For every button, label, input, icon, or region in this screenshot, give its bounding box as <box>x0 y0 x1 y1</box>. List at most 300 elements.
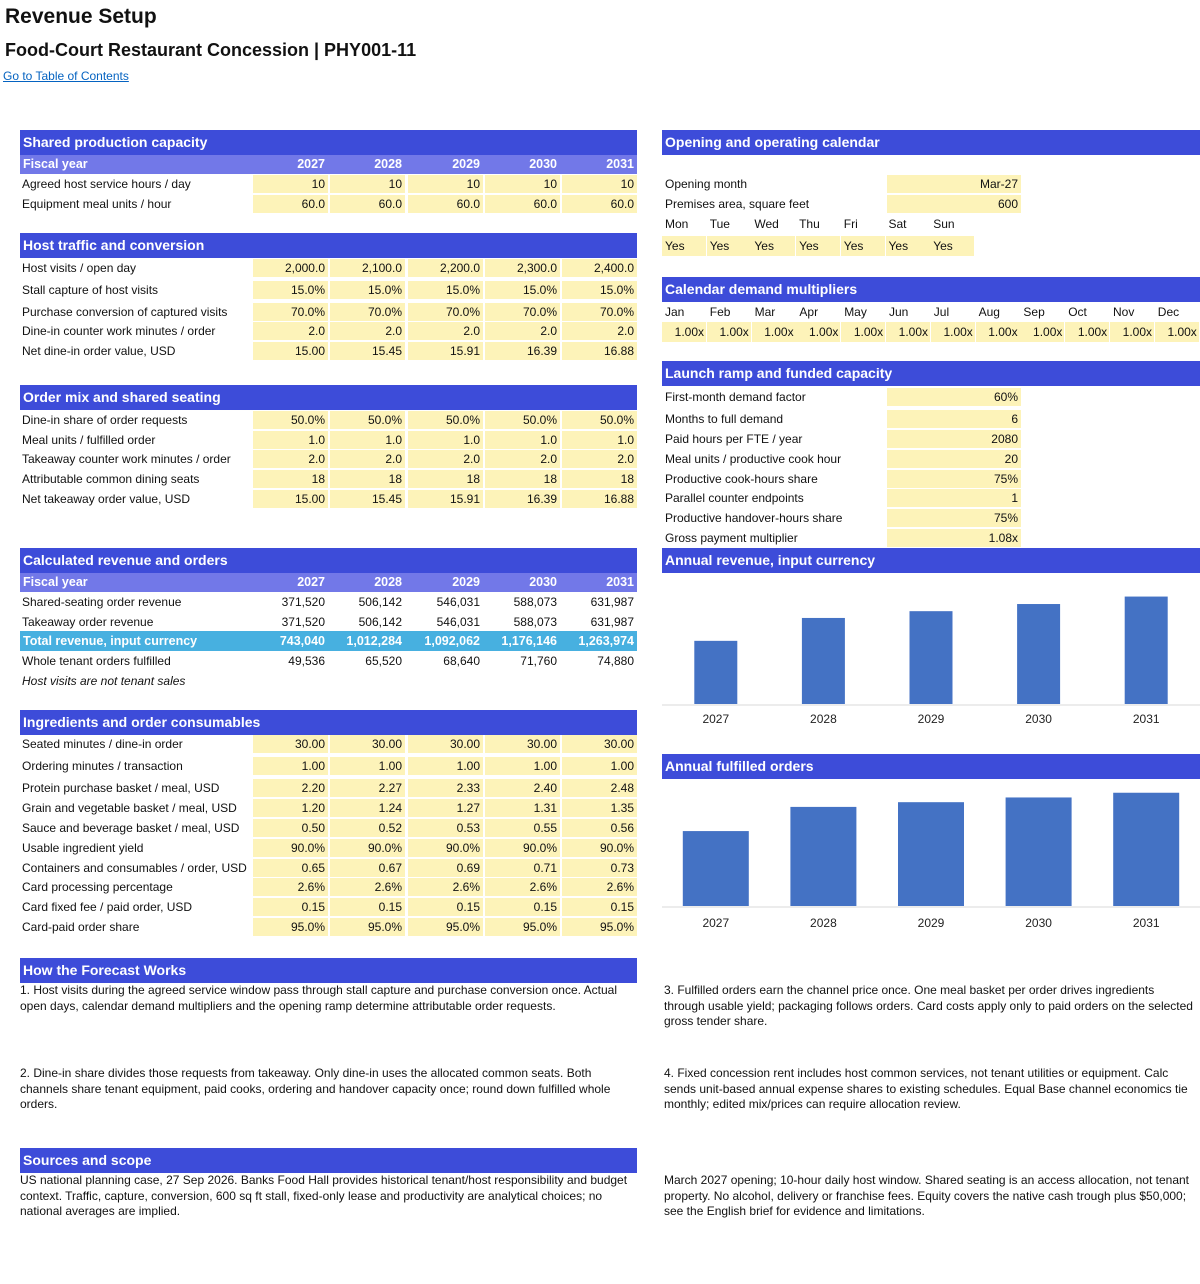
input-cell[interactable]: 2.6% <box>330 878 405 896</box>
value-cell: 506,142 <box>358 595 402 609</box>
year-header-cell: 2029 <box>452 157 480 171</box>
ramp-row <box>662 409 1022 429</box>
input-cell[interactable]: 15.0% <box>485 281 560 299</box>
input-cell[interactable]: 0.53 <box>408 819 483 837</box>
input-cell[interactable]: 0.73 <box>562 859 637 877</box>
table-row <box>20 489 637 509</box>
input-cell[interactable]: 18 <box>485 470 560 488</box>
x-tick-label: 2027 <box>702 916 730 930</box>
input-cell[interactable]: 95.0% <box>485 918 560 936</box>
row-label: Card-paid order share <box>22 920 140 934</box>
table-row <box>20 858 637 878</box>
ingredients-header: Ingredients and order consumables <box>20 710 637 735</box>
row-label: Agreed host service hours / day <box>22 177 191 191</box>
year-header-cell: 2027 <box>297 575 325 589</box>
ramp-row <box>662 429 1022 449</box>
day-open-cell[interactable]: Yes <box>796 236 840 256</box>
row-label: Meal units / productive cook hour <box>665 452 842 466</box>
calendar-row <box>662 174 1022 194</box>
row-label: Dine-in counter work minutes / order <box>22 324 216 338</box>
x-tick-label: 2031 <box>1132 712 1160 726</box>
calculated-year-row <box>20 573 637 592</box>
input-cell[interactable]: 2.0 <box>485 322 560 340</box>
day-open-cell[interactable]: Yes <box>751 236 795 256</box>
input-cell[interactable]: 0.15 <box>562 898 637 916</box>
row-label: Shared-seating order revenue <box>22 595 182 609</box>
input-cell[interactable]: 1.00 <box>408 757 483 775</box>
row-label: Parallel counter endpoints <box>665 491 804 505</box>
input-cell[interactable]: 10 <box>485 175 560 193</box>
day-label: Fri <box>843 217 858 231</box>
input-cell[interactable]: 2,400.0 <box>562 259 637 277</box>
toc-link[interactable]: Go to Table of Contents <box>3 69 129 83</box>
x-tick-label: 2028 <box>810 916 837 930</box>
input-cell[interactable]: 10 <box>330 175 405 193</box>
input-cell[interactable]: 2.0 <box>330 322 405 340</box>
month-label: Jul <box>933 305 950 319</box>
multiplier-cell[interactable]: 1.00x <box>886 322 930 342</box>
month-label: Jan <box>665 305 685 319</box>
input-cell[interactable]: 2,100.0 <box>330 259 405 277</box>
value-cell: 371,520 <box>281 595 325 609</box>
x-tick-label: 2028 <box>810 712 837 726</box>
input-cell[interactable]: 50.0% <box>253 411 328 429</box>
month-label: Sep <box>1023 305 1045 319</box>
day-label: Sat <box>888 217 907 231</box>
input-cell[interactable]: 60.0 <box>562 195 637 213</box>
row-label: Opening month <box>665 177 748 191</box>
month-label: Feb <box>709 305 731 319</box>
input-cell[interactable]: 30.00 <box>330 735 405 753</box>
day-label: Thu <box>799 217 820 231</box>
multiplier-cell[interactable]: 1.00x <box>1155 322 1199 342</box>
shared-capacity-year-row <box>20 155 637 174</box>
input-cell[interactable]: 0.52 <box>330 819 405 837</box>
input-cell[interactable]: 70.0% <box>253 303 328 321</box>
day-open-cell[interactable]: Yes <box>841 236 885 256</box>
x-tick-label: 2030 <box>1025 916 1052 930</box>
chart-bar <box>910 611 953 704</box>
input-cell[interactable]: 2,300.0 <box>485 259 560 277</box>
total-value: 1,263,974 <box>578 634 634 648</box>
value-cell: 631,987 <box>590 615 634 629</box>
day-label: Wed <box>754 217 779 231</box>
year-header-cell: 2028 <box>374 575 402 589</box>
input-cell[interactable]: 2.48 <box>562 779 637 797</box>
table-row <box>20 341 637 361</box>
input-cell[interactable]: 1.0 <box>562 431 637 449</box>
multiplier-cell[interactable]: 1.00x <box>931 322 975 342</box>
day-label: Sun <box>933 217 955 231</box>
chart-bar <box>1113 793 1179 906</box>
input-cell[interactable]: 15.45 <box>330 342 405 360</box>
input-cell[interactable]: 2080 <box>887 430 1021 448</box>
input-cell[interactable]: 1.00 <box>562 757 637 775</box>
x-tick-label: 2029 <box>917 916 945 930</box>
row-label: Card fixed fee / paid order, USD <box>22 900 193 914</box>
value-cell: 631,987 <box>590 595 634 609</box>
input-cell[interactable]: 95.0% <box>253 918 328 936</box>
chart-bar <box>1125 597 1168 704</box>
row-label: Takeaway order revenue <box>22 615 154 629</box>
sources-note-1: US national planning case, 27 Sep 2026. Banks Food Hall provides historical tenant/host responsibility and budget context. Traffic, capture, conversion, 600 sq ft stall, fixed-only lease and productivity are analytical choices; no national averages are implied. <box>20 1173 628 1218</box>
value-cell: 74,880 <box>597 654 634 668</box>
input-cell[interactable]: 2,000.0 <box>253 259 328 277</box>
input-cell[interactable]: 2.0 <box>253 322 328 340</box>
input-cell[interactable]: 2.27 <box>330 779 405 797</box>
input-cell[interactable]: 2.6% <box>562 878 637 896</box>
table-row <box>20 877 637 897</box>
input-cell[interactable]: 1.24 <box>330 799 405 817</box>
input-cell[interactable]: 90.0% <box>330 839 405 857</box>
input-cell[interactable]: 1.0 <box>330 431 405 449</box>
row-label: Purchase conversion of captured visits <box>22 305 228 319</box>
input-cell[interactable]: 60.0 <box>408 195 483 213</box>
day-open-cell[interactable]: Yes <box>707 236 751 256</box>
ramp-row <box>662 387 1022 407</box>
row-label: Equipment meal units / hour <box>22 197 172 211</box>
row-label: Card processing percentage <box>22 880 173 894</box>
input-cell[interactable]: 15.45 <box>330 490 405 508</box>
input-cell[interactable]: 15.00 <box>253 490 328 508</box>
chart-bar <box>790 807 856 906</box>
row-label: Net takeaway order value, USD <box>22 491 191 506</box>
x-tick-label: 2030 <box>1025 712 1052 726</box>
input-cell[interactable]: 15.00 <box>253 342 328 360</box>
page-title: Revenue Setup <box>5 5 157 28</box>
input-cell[interactable]: 15.91 <box>408 490 483 508</box>
ramp-row <box>662 449 1022 469</box>
input-cell[interactable]: 75% <box>887 509 1021 527</box>
input-cell[interactable]: 10 <box>562 175 637 193</box>
input-cell[interactable]: 1.0 <box>253 431 328 449</box>
input-cell[interactable]: 30.00 <box>253 735 328 753</box>
day-open-cell[interactable]: Yes <box>886 236 930 256</box>
input-cell[interactable]: 6 <box>887 410 1021 428</box>
row-label: Stall capture of host visits <box>22 283 159 297</box>
multipliers-header: Calendar demand multipliers <box>662 277 1200 302</box>
table-row <box>20 756 637 776</box>
input-cell[interactable]: 2.6% <box>485 878 560 896</box>
year-header-cell: 2028 <box>374 157 402 171</box>
value-cell: 546,031 <box>436 595 480 609</box>
day-open-cell[interactable]: Yes <box>930 236 974 256</box>
x-tick-label: 2027 <box>702 712 730 726</box>
multiplier-cell[interactable]: 1.00x <box>1065 322 1109 342</box>
input-cell[interactable]: 18 <box>408 470 483 488</box>
multiplier-cell[interactable]: 1.00x <box>1110 322 1154 342</box>
row-label: Gross payment multiplier <box>665 531 798 545</box>
input-cell[interactable]: 1.00 <box>330 757 405 775</box>
input-cell[interactable]: 0.55 <box>485 819 560 837</box>
month-label: May <box>844 305 867 319</box>
row-label: Containers and consumables / order, USD <box>22 861 247 875</box>
input-cell[interactable]: 2,200.0 <box>408 259 483 277</box>
value-cell: 588,073 <box>513 595 557 609</box>
sources-header: Sources and scope <box>20 1148 637 1173</box>
input-cell[interactable]: 60% <box>887 388 1021 406</box>
month-label: Mar <box>754 305 776 319</box>
input-cell[interactable]: 95.0% <box>408 918 483 936</box>
chart-bar <box>1017 604 1060 704</box>
forecast-note-4: 4. Fixed concession rent includes host common services, not tenant utilities or equipment. Calc sends unit-based annual expense shares to existing schedules. Equal Base channel economics tie monthly; edited mix/prices can require allocation review. <box>664 1066 1188 1111</box>
table-row <box>20 302 637 322</box>
input-cell[interactable]: 95.0% <box>330 918 405 936</box>
row-label: Meal units / fulfilled order <box>22 432 156 447</box>
input-cell[interactable]: 18 <box>253 470 328 488</box>
multiplier-cell[interactable]: 1.00x <box>841 322 885 342</box>
input-cell[interactable]: 2.40 <box>485 779 560 797</box>
table-row <box>20 194 637 214</box>
input-cell[interactable]: 90.0% <box>485 839 560 857</box>
multiplier-cell[interactable]: 1.00x <box>707 322 751 342</box>
input-cell[interactable]: 30.00 <box>485 735 560 753</box>
month-label: Aug <box>978 305 1000 319</box>
ramp-header: Launch ramp and funded capacity <box>662 361 1200 386</box>
fiscal-year-label: Fiscal year <box>23 157 88 171</box>
row-label: Whole tenant orders fulfilled <box>22 654 171 668</box>
input-cell[interactable]: 16.39 <box>485 490 560 508</box>
table-row <box>20 410 637 430</box>
row-label: Grain and vegetable basket / meal, USD <box>22 801 237 815</box>
table-row <box>20 612 637 632</box>
input-cell[interactable]: 1.00 <box>253 757 328 775</box>
calendar-row <box>662 194 1022 214</box>
multiplier-cell[interactable]: 1.00x <box>976 322 1020 342</box>
input-cell[interactable]: 0.15 <box>330 898 405 916</box>
multiplier-cell[interactable]: 1.00x <box>662 322 706 342</box>
row-label: Seated minutes / dine-in order <box>22 737 183 751</box>
value-cell: 68,640 <box>443 654 480 668</box>
year-header-cell: 2027 <box>297 157 325 171</box>
table-row <box>20 798 637 818</box>
total-value: 1,176,146 <box>501 634 557 648</box>
table-row <box>20 778 637 798</box>
input-cell[interactable]: 16.88 <box>562 490 637 508</box>
input-cell[interactable]: 0.15 <box>408 898 483 916</box>
row-label: Net dine-in order value, USD <box>22 344 176 358</box>
value-cell: 588,073 <box>513 615 557 629</box>
value-cell: 546,031 <box>436 615 480 629</box>
value-cell: 506,142 <box>358 615 402 629</box>
row-label: Takeaway counter work minutes / order <box>22 452 231 467</box>
day-open-cell[interactable]: Yes <box>662 236 706 256</box>
input-cell[interactable]: 0.71 <box>485 859 560 877</box>
input-cell[interactable]: 2.20 <box>253 779 328 797</box>
table-row <box>20 651 637 671</box>
total-value: 1,092,062 <box>424 634 480 648</box>
input-cell[interactable]: 1.0 <box>408 431 483 449</box>
table-row <box>20 469 637 489</box>
chart-bar <box>683 831 749 906</box>
input-cell[interactable]: 2.0 <box>408 322 483 340</box>
row-label: Sauce and beverage basket / meal, USD <box>22 821 240 835</box>
multiplier-cell[interactable]: 1.00x <box>752 322 796 342</box>
input-cell[interactable]: 1.00 <box>485 757 560 775</box>
forecast-note-1: 1. Host visits during the agreed service window pass through stall capture and purchase conversion once. Actual open days, calendar demand multipliers and the opening ramp determine attributable order requests. <box>20 983 617 1013</box>
input-cell[interactable]: 2.0 <box>562 322 637 340</box>
input-cell[interactable]: 0.50 <box>253 819 328 837</box>
bar-chart-1 <box>662 785 1200 947</box>
input-cell[interactable]: 0.56 <box>562 819 637 837</box>
input-cell[interactable]: 2.0 <box>562 450 637 468</box>
input-cell[interactable]: 0.65 <box>253 859 328 877</box>
calc-note: Host visits are not tenant sales <box>22 674 186 688</box>
chart-header-0: Annual revenue, input currency <box>662 548 1200 573</box>
input-cell[interactable]: 0.67 <box>330 859 405 877</box>
input-cell[interactable]: 60.0 <box>485 195 560 213</box>
input-cell[interactable]: 50.0% <box>485 411 560 429</box>
input-cell[interactable]: 1.31 <box>485 799 560 817</box>
input-cell[interactable]: 2.6% <box>408 878 483 896</box>
input-cell[interactable]: 16.88 <box>562 342 637 360</box>
input-cell[interactable]: 90.0% <box>562 839 637 857</box>
table-row <box>20 592 637 612</box>
row-label: Host visits / open day <box>22 261 137 275</box>
input-cell[interactable]: 95.0% <box>562 918 637 936</box>
row-label: Attributable common dining seats <box>22 472 200 487</box>
month-label: Jun <box>889 305 909 319</box>
input-cell[interactable]: 18 <box>562 470 637 488</box>
shared-capacity-header: Shared production capacity <box>20 130 637 155</box>
input-cell[interactable]: 16.39 <box>485 342 560 360</box>
month-label: Dec <box>1157 305 1180 319</box>
input-cell[interactable]: 50.0% <box>562 411 637 429</box>
value-cell: 371,520 <box>281 615 325 629</box>
month-label: Oct <box>1068 305 1087 319</box>
x-tick-label: 2029 <box>917 712 945 726</box>
input-cell[interactable]: 50.0% <box>408 411 483 429</box>
total-value: 1,012,284 <box>346 634 402 648</box>
value-cell: 65,520 <box>365 654 402 668</box>
page-subtitle: Food-Court Restaurant Concession | PHY001-11 <box>5 40 417 60</box>
input-cell[interactable]: 1 <box>887 489 1021 507</box>
input-cell[interactable]: Mar-27 <box>887 175 1021 193</box>
table-row <box>20 430 637 450</box>
year-header-cell: 2031 <box>606 575 634 589</box>
table-row <box>20 917 637 937</box>
table-row <box>20 174 637 194</box>
row-label: Protein purchase basket / meal, USD <box>22 781 220 795</box>
input-cell[interactable]: 70.0% <box>485 303 560 321</box>
month-label: Nov <box>1113 305 1135 319</box>
multiplier-cell[interactable]: 1.00x <box>1020 322 1064 342</box>
calculated-header: Calculated revenue and orders <box>20 548 637 573</box>
table-row <box>20 321 637 341</box>
forecast-header: How the Forecast Works <box>20 958 637 983</box>
row-label: Productive cook-hours share <box>665 472 818 486</box>
x-tick-label: 2031 <box>1132 916 1160 930</box>
row-label: Total revenue, input currency <box>23 634 198 648</box>
input-cell[interactable]: 15.0% <box>253 281 328 299</box>
sources-note-2: March 2027 opening; 10-hour daily host window. Shared seating is an access allocation, not tenant property. No alcohol, delivery or franchise fees. Equity covers the native cash trough plus $50,000; see the English brief for evidence and limitations. <box>664 1173 1189 1218</box>
input-cell[interactable]: 2.0 <box>253 450 328 468</box>
forecast-note-2: 2. Dine-in share divides those requests from takeaway. Only dine-in uses the allocated common seats. Both channels share tenant equipment, paid cooks, ordering and handover capacity once; round down fulfilled whole orders. <box>20 1066 611 1111</box>
input-cell[interactable]: 1.20 <box>253 799 328 817</box>
year-header-cell: 2029 <box>452 575 480 589</box>
input-cell[interactable]: 1.27 <box>408 799 483 817</box>
ramp-row <box>662 508 1022 528</box>
bar-chart-0 <box>662 585 1200 743</box>
row-label: Productive handover-hours share <box>665 511 843 525</box>
input-cell[interactable]: 0.15 <box>253 898 328 916</box>
input-cell[interactable]: 0.69 <box>408 859 483 877</box>
value-cell: 71,760 <box>520 654 557 668</box>
day-label: Tue <box>709 217 730 231</box>
input-cell[interactable]: 2.0 <box>485 450 560 468</box>
table-row <box>20 734 637 754</box>
year-header-cell: 2030 <box>529 575 557 589</box>
multiplier-cell[interactable]: 1.00x <box>796 322 840 342</box>
table-row <box>20 258 637 278</box>
row-label: Usable ingredient yield <box>22 841 144 855</box>
row-label: Premises area, square feet <box>665 197 810 211</box>
row-label: Paid hours per FTE / year <box>665 432 803 446</box>
input-cell[interactable]: 10 <box>408 175 483 193</box>
input-cell[interactable]: 60.0 <box>253 195 328 213</box>
input-cell[interactable]: 20 <box>887 450 1021 468</box>
total-revenue-row <box>20 631 637 651</box>
input-cell[interactable]: 1.0 <box>485 431 560 449</box>
input-cell[interactable]: 70.0% <box>408 303 483 321</box>
year-header-cell: 2030 <box>529 157 557 171</box>
input-cell[interactable]: 70.0% <box>330 303 405 321</box>
input-cell[interactable]: 1.35 <box>562 799 637 817</box>
input-cell[interactable]: 15.91 <box>408 342 483 360</box>
table-row <box>20 818 637 838</box>
input-cell[interactable]: 30.00 <box>562 735 637 753</box>
input-cell[interactable]: 1.08x <box>887 529 1021 547</box>
input-cell[interactable]: 2.6% <box>253 878 328 896</box>
input-cell[interactable]: 600 <box>887 195 1021 213</box>
day-label: Mon <box>665 217 689 231</box>
input-cell[interactable]: 70.0% <box>562 303 637 321</box>
input-cell[interactable]: 90.0% <box>408 839 483 857</box>
input-cell[interactable]: 2.0 <box>408 450 483 468</box>
input-cell[interactable]: 2.0 <box>330 450 405 468</box>
row-label: First-month demand factor <box>665 390 806 404</box>
ramp-row <box>662 488 1022 508</box>
value-cell: 49,536 <box>288 654 325 668</box>
chart-bar <box>802 618 845 704</box>
input-cell[interactable]: 15.0% <box>408 281 483 299</box>
year-header-cell: 2031 <box>606 157 634 171</box>
input-cell[interactable]: 50.0% <box>330 411 405 429</box>
input-cell[interactable]: 10 <box>253 175 328 193</box>
fiscal-year-label: Fiscal year <box>23 575 88 589</box>
calendar-header: Opening and operating calendar <box>662 130 1200 155</box>
input-cell[interactable]: 60.0 <box>330 195 405 213</box>
table-row <box>20 280 637 300</box>
input-cell[interactable]: 18 <box>330 470 405 488</box>
row-label: Ordering minutes / transaction <box>22 759 183 773</box>
total-value: 743,040 <box>279 634 325 648</box>
ramp-row <box>662 469 1022 489</box>
input-cell[interactable]: 15.0% <box>562 281 637 299</box>
input-cell[interactable]: 0.15 <box>485 898 560 916</box>
input-cell[interactable]: 15.0% <box>330 281 405 299</box>
month-label: Apr <box>799 305 819 319</box>
row-label: Dine-in share of order requests <box>22 413 188 427</box>
chart-bar <box>1006 797 1072 906</box>
chart-bar <box>694 641 737 704</box>
table-row <box>20 897 637 917</box>
table-row <box>20 449 637 469</box>
input-cell[interactable]: 30.00 <box>408 735 483 753</box>
input-cell[interactable]: 75% <box>887 470 1021 488</box>
input-cell[interactable]: 2.33 <box>408 779 483 797</box>
input-cell[interactable]: 90.0% <box>253 839 328 857</box>
